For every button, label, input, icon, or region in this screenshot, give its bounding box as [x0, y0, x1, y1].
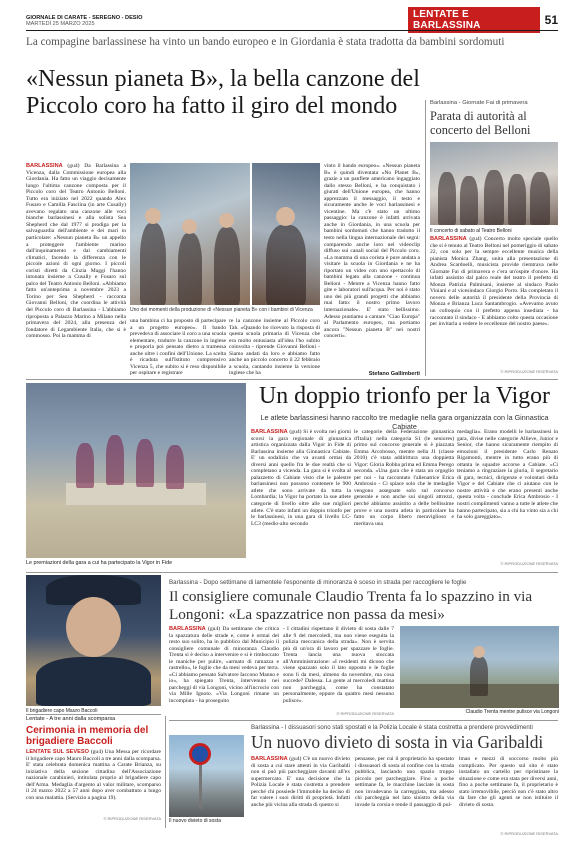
section-name: LENTATE E BARLASSINA — [408, 7, 540, 33]
story3-street-photo — [400, 626, 559, 708]
story4-kicker: Barlassina - I dissuasori sono stati spostati e la Polizia Locale è stata costretta a prendere provvedimenti — [251, 724, 533, 731]
box-body: (gu4) Una Messa per ricordare il brigadiere capo Mauro Baccoli a tre anni dalla scomparsa. E' stata celebrata domenica mattina a Carate Brianza, su iniziativa della sezione cittadina dell'Associazione nazionale carabinieri, intitolata proprio al brigadiere capo dell'Arma. Medaglia d'argento al valor militare, scomparso il 24 marzo 2022 a 57 anni dopo aver combattuto a lungo con una malattia. (Servizio a pagina 19). — [26, 749, 161, 801]
sidebar-headline: Parata di autorità al concerto del Belloni — [430, 109, 531, 137]
page-number: 51 — [544, 12, 558, 27]
copyright-note: © RIPRODUZIONE RISERVATA — [103, 816, 161, 821]
section-rule — [26, 379, 558, 380]
story2-column-1 — [251, 429, 351, 563]
box-rule — [26, 714, 161, 715]
story1-column-4: vinto il bando europeo». «Nessun pianeta B» è quindi diventata «No Planet B», grazie a un panflete americano ingaggiato dallo stesso Belloni, e ha conquistato i giurati dell'Unione europea, che hanno apprezzato il messaggio, il testo e sicuramente anche le voci barlassinesi e vicentine. Ma c'è stato un ultimo passaggio: la canzone è infatti arrivata anche in Giordania, in una scuola per bambini sordomuti che hanno tradotto il testo nella lingua internazionale dei segni: comparendo anche loro nel videoclip diffuso sui canali social del Piccolo coro. «La mamma di una corista è pure andata a visitare la scuola in Giordania e ne ha riportato un video con uno spettacolo di bambini legato alla canzone - continua Belloni - Mentre a Vicenza hanno fatto gite e laboratori sull'acqua. Per noi è stato uno dei più grandi progetti che abbiamo mai fatto: il nostro primo lavoro internazionale». E' stato bellissimo. Adesso puntiamo a cantare "Ciao Europa" al Parlamento europeo, ma portiamo ancora "Nessun pianeta B" nei nostri concerti». — [324, 163, 420, 340]
box-headline: Cerimonia in memoria del brigadiere Baccoli — [26, 725, 149, 748]
story3-column-2: - I cittadini rispettano il divieto di sosta dalle 7 alle 9 del mercoledì, ma non viene eseguita la pulizia meccanica della strada». Non è servita più di un'ora di lavoro per spazzare le foglie. Trenta lancia una nuova stoccata all'Amministrazione: «I residenti mi dicono che viene spazzato solo il lato opposto e le foglie sono lì da mesi, almeno da novembre, ma cosa succede? Dalessa. La gente al mercoledì mattina non parcheggia, come ha constatato personalmente, eppure da quattro mesi nessuno pulisce». — [283, 626, 394, 705]
story1-byline: Stefano Gallimberti — [368, 371, 420, 377]
story2-photo — [26, 383, 246, 558]
story4-column-2: pensasse, per cui il proprietario ha spostato i dissuasori di sosta al confine con la strada pubblica, lasciando uno spazio troppo piccolo per parcheggiare. Fino a poche settimane fa, le macchine lasciate in sosta non invadevano la carreggiata, ma adesso chi parcheggia nel lato sinistro della via invade la corsia e rende il passaggio di pul- — [355, 756, 454, 808]
dateline: BARLASSINA — [430, 236, 467, 242]
story3-text-1: (gu4) Da settimane che critica la spazzatura delle strade e, come è ormai del resto suo solito, ha in pubblico dal Municipio il consigliere comunale di minoranza Claudio Trenta si è deciso a intervenire e si è rimboccato le maniche per pulire, «armato di ramazza e rastrello», le foglie che da mesi vedeva per terra. «Ci abbiamo pensato Salvatore Iaccono Manno e io», ha spiegato Trenta, intervenuto nei parcheggi di via Longoni, vicino all'incrocio con via Mille Ignoto. «Via Longoni rimane un incompiuta - ha proseguito — [169, 626, 279, 705]
story2-column-3: medaglia». Erano modelli le barlassinesi in gara, divise nelle categorie Allieve, Junior e Senior, che hanno sicuramente riempito di emozioni il presidente Carlo Renato Rigamonti, mentre in tutto erano più di ottanta le squadre accorse a Cabiate. «Ci teniamo a ringraziare la giuria, il segretario di gara, tecnici, dirigenze e volontari della Vigor e del Cabiate che ci aiutano con le nostre attività e che erano presenti anche questa volta - conclude Erica Ambrosio - I nostri complimenti vanno a tutte le atlete che hanno partecipato, sia a chi ha vinto sia a chi ha solo gareggiato». — [457, 429, 558, 521]
dateline: LENTATE SUL SEVESO — [26, 749, 89, 755]
section-rule — [169, 720, 558, 721]
issue-date: MARTEDÌ 25 MARZO 2025 — [26, 21, 95, 28]
sidebar-photo-caption: Il concerto di sabato al Teatro Belloni — [430, 228, 512, 234]
story1-kicker: La compagine barlassinese ha vinto un bando europeo e in Giordania è stata tradotta da bambini sordomuti — [26, 36, 505, 48]
masthead — [26, 15, 142, 28]
box-kicker: Lentate - A tre anni dalla scomparsa — [26, 716, 116, 722]
story2-photo-caption: Le premiazioni della gara a cui ha partecipato la Vigor in Fide — [26, 560, 246, 566]
copyright-note: © RIPRODUZIONE RISERVATA — [500, 369, 558, 374]
story4-text-1: (gu4) C'è un nuovo divieto di sosta a cui stare attenti in via Garibaldi non si può più parcheggiare davanti all'ex supermercato. E' una decisione che la Polizia Locale è stata costretta a prendere perché chi possiede l'immobile ha deciso di far valere i suoi diritti di proprietà. Infatti anche più vicina alla strada di questo si — [251, 756, 350, 808]
paper-name: GIORNALE DI CARATE - SEREGNO - DESIO — [26, 15, 143, 21]
dateline: BARLASSINA — [251, 756, 288, 762]
copyright-note: © RIPRODUZIONE RISERVATA — [336, 711, 394, 716]
story4-column-1 — [251, 756, 350, 836]
story3-headline: Il consigliere comunale Claudio Trenta fa lo spazzino in via Longoni: «La spazzatrice non passa da mesi» — [169, 588, 533, 623]
sidebar-photo — [430, 142, 558, 225]
story2-text-1: (gu4) Si è svolta nei giorni scorsi la gara regionale di ginnastica artistica organizzata dalla Vigor in Fide di Barlassina insieme alla Ginnastica Cabiate. E' un sodalizio che va avanti ormai da diversi anni quello fra le due realtà che si completano a vicenda. La gara si è svolta al palazzetto di Cabiate visto che le palestre barlassinesi non possono contenere le 900 atlete che sono arrivate da tutta la Lombardia; la Vigor ha portato la sue atlete categorie di livello oltre alle sue migliori atlete. C'è stato infatti un doppio trionfo per le barlassinesi, in una gara di livello LC-LC3 (medio-alto secondo — [251, 429, 351, 527]
story1-photo-detail — [252, 163, 320, 305]
sidebar-kicker: Barlassina - Giornate Fai di primavera — [430, 100, 528, 106]
story2-headline: Un doppio trionfo per la Vigor — [259, 383, 550, 409]
story4-headline: Un nuovo divieto di sosta in via Garibaldi — [251, 732, 544, 752]
story1-photo-caption: Uno dei momenti della produzione di «Nessun pianeta B» con i bambini di Vicenza — [130, 307, 313, 313]
story1-photo — [130, 163, 250, 305]
story2-subheadline: Le atlete barlassinesi hanno raccolto tre medaglie nella gara organizzata con la Ginnastica Cabiate — [260, 413, 549, 431]
story1-column-3: re la canzone insieme al Piccolo coro Tah. «Quando ho ricevuto la risposta di questa scuola primaria di Vicenza che era molto entusiasta all'idea l'ho subito coinvolta - riprende Giovanni Belloni - Siamo andati da loro e abbiamo fatto anche un piccolo concerto il 22 febbraio a scuola, cantando insieme la versione inglese che ha — [229, 318, 320, 377]
story4-column-3: lman e mezzi di soccorso molto più complicato. Per questo sul sito è stato installato un cartello per ripristinare la situazione e come era stata per diversi anni, fino a poche settimane fa, il proprietario è stato irremovibile, perciò non c'è stato altro da fare che gli agenti se non istituire il divieto di sosta. — [459, 756, 558, 808]
story1-text-1: (gu4) Da Barlassina a Vicenza, dalla Commissione europea alla Giordania. Ha fatto un viaggio decisamente lungo l'ultima canzone composta per il Piccolo coro del Teatro Antonio Belloni. Tutto era iniziato nel 2022 quando Alex Fusaro e Camilla Fasciina (in arte Cusally) avevano regalato una canzone alle voci bianche barlassinesi e alla solista Sea Shepherd che dal 1977 si prodiga per la salvaguardia dell'ambiente e dei mari in particolare: «Nessun pianeta B» un appello a proteggere l'ambiente marino dall'inquinamento e dai cambiamenti climatici, facendo la differenza con le piccole azioni di ogni giorno. I piccoli coristi diretti da Cinzia Maggi l'hanno intonata insieme a Cusally e Fusaro sul palco del Teatro Antonio Belloni. «Abbiamo fatto un'anteprima a novembre 2023 a Torino per Sea Shepherd - racconta Giovanni Belloni, che coordina le attività del Piccolo coro di Barlassina - L'abbiamo riproposta a Palazzo Marino a Milano nella primavera del 2024, alla presenza del fondatore di Legambiente Italia, che si è commosso. Poi la mamma di — [26, 163, 126, 340]
copyright-note: © RIPRODUZIONE RISERVATA — [500, 561, 558, 566]
story1-column-1 — [26, 163, 126, 377]
column-rule — [425, 100, 426, 376]
sidebar-body: (gu4) Concerto molto speciale quello che si è tenuto al Teatro Belloni nel pomeriggio di sabato 22, con solo per la sempre eccellente musica della pianista Monica Zhang, unita alla presentazione di Andrea Scardoelli, musicista provide riemtrava nelle Giornate Fai di primavera e c'era un'ospite d'onore. Ha infatti assistito dal palco reale del teatro il prefetto di Monza Patrizia Palmisani, insieme al sindaco Paolo Viniani e al vicesindaco Giorgio Porro. Ha completato il novero delle autorità il presidente della Provincia di Monza e Brianza Luca Santambrogio. «Avevamo avuto un colloquio con il prefetto appena insediata - ha raccontato il sindaco - E abbiamo colto questa occasione per invitarla a vedere le eccellenze del nostro paese». — [430, 236, 558, 328]
copyright-note: © RIPRODUZIONE RISERVATA — [500, 831, 558, 836]
story3-portrait-caption: Il brigadiere capo Mauro Baccoli — [26, 708, 98, 714]
section-header — [408, 8, 558, 31]
story4-photo — [169, 735, 244, 817]
story1-column-2: una bambina ci ha proposto di partecipare a un progetto europeo». Il bando prevedeva di associare il coro a una scuola elementare, tradurre la canzone in inglese e proporla poi pensato dietro a tramessa anche oltre i confini dell'Unione. La scelta è ricaduta sull'Istituto comprensivo Vicenza 5, che subito si è reso disponibile per ospitare e registrare — [130, 318, 226, 377]
box-text — [26, 749, 161, 813]
dateline: BARLASSINA — [26, 163, 63, 169]
story3-street-caption: Claudio Trenta mentre pulisce via Longoni — [465, 709, 559, 715]
story3-column-1 — [169, 626, 279, 710]
story1-headline: «Nessun pianeta B», la bella canzone del Piccolo coro ha fatto il giro del mondo — [26, 66, 420, 119]
dateline: BARLASSINA — [169, 626, 206, 632]
sidebar-text — [430, 236, 558, 362]
story2-column-2: le categorie della Federazione ginnastica d'Italia): nella categoria S1 (le seniores) primo sul concorso generale si è piazzata Emma Arcobosso, mentre nella J1 (classe 2010) c'è stata addirittura una doppietta Vigor: Gloria Robba prima ed Emma Perego seconda. «Una gara che è stata un orgoglio per noi - ha raccontato l'allenatrice Erica Ambrosio - Ci spiace solo che le medaglie vengono assegnate solo sul concorso generale e non anche sui singoli attrezzi, perché abbiamo assistito a delle bellissime prove e una nostra atleta in particolare ha fatto un corpo libero meraviglioso e meritava una — [354, 429, 454, 527]
column-rule — [165, 716, 166, 828]
dateline: BARLASSINA — [251, 429, 288, 435]
header-divider — [26, 30, 558, 31]
story3-kicker: Barlassina - Dopo settimane di lamentele l'esponente di minoranza è sceso in strada per raccogliere le foglie — [169, 579, 467, 586]
story4-photo-caption: Il nuovo divieto di sosta — [169, 818, 244, 824]
section-rule — [26, 572, 558, 573]
story3-portrait-photo — [26, 575, 161, 706]
